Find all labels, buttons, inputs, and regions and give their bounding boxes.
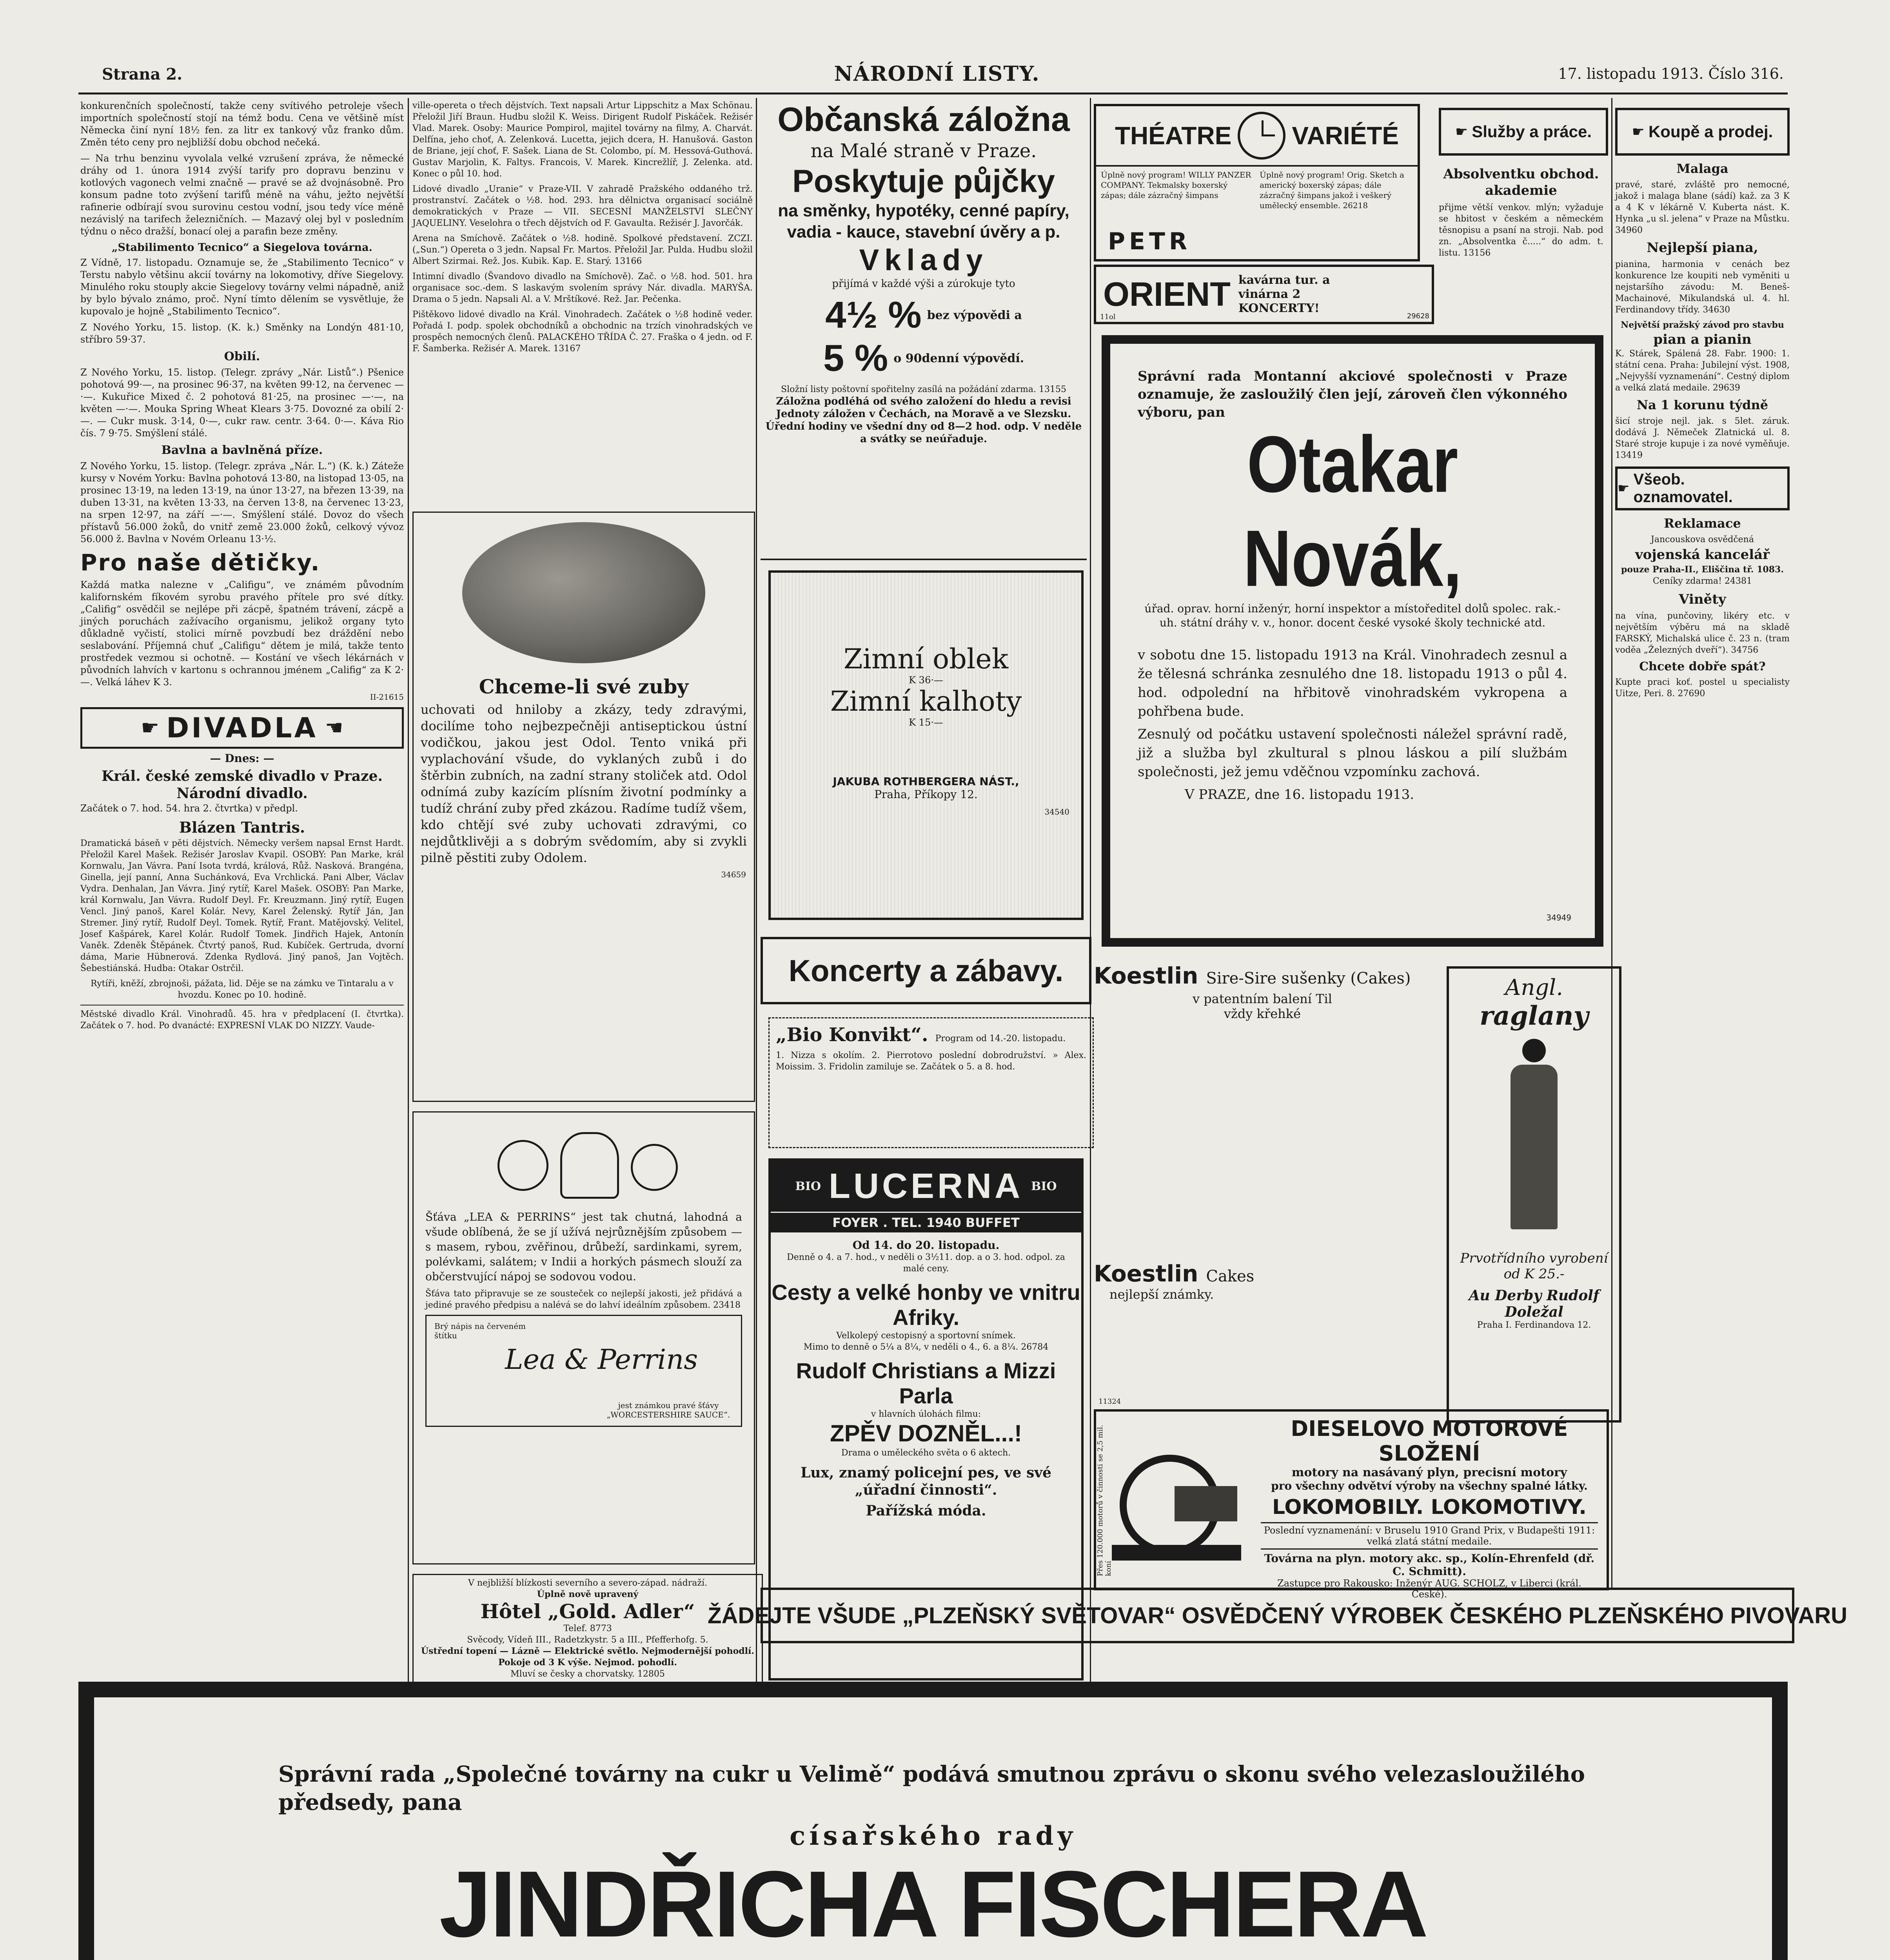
raglan-firm: Au Derby Rudolf Doležal	[1469, 1287, 1600, 1320]
diesel-ad	[1094, 1397, 1609, 1600]
koestlin-line: v patentním balení Til	[1193, 991, 1332, 1006]
theatre-label: THÉATRE	[1115, 122, 1232, 150]
header-right: 17. listopadu 1913. Číslo 316.	[1558, 65, 1784, 82]
rate-text: o 90denní výpovědí.	[893, 351, 1024, 365]
header-rule	[78, 93, 1788, 94]
hand-icon: ☛	[1618, 481, 1630, 496]
odol-image	[462, 522, 705, 663]
column-rule	[756, 98, 757, 1686]
lea-sub: jest známkou pravé šťávy „WORCESTERSHIRE SAUCE“.	[606, 1401, 730, 1419]
lucerna-dates: Od 14. do 20. listopadu.	[852, 1239, 1000, 1252]
column-4	[1094, 100, 1608, 1600]
diesel-line: motory na nasávaný plyn, precisní motory	[1291, 1466, 1567, 1479]
diesel-line: Zastupce pro Rakousko: Inženýr AUG. SCHOLZ, v Liberci (král. České).	[1277, 1578, 1581, 1600]
dnes-label: — Dnes: —	[210, 752, 274, 765]
notice-intro: Správní rada „Společné továrny na cukr u Velimě“ podává smutnou zprávu o skonu svého velezasloužilého předsedy, pana	[278, 1761, 1585, 1815]
film-title: Cesty a velké honby ve vnitru Afriky.	[772, 1280, 1080, 1330]
column-2	[412, 100, 753, 1684]
ad-heading: Pro naše dětičky.	[80, 549, 321, 576]
sluzby-banner	[1439, 108, 1608, 156]
lea-text: Šťáva „LEA & PERRINS“ jest tak chutná, lahodná a všude oblíbená, že se jí užívá nejrůznějším způsobem — s masem, rybou, zvěřinou, drůbeží, sardinkami, syrem, polévkami, salátem; v Indii a horkých pásmech slouží za občerstvující nápoj se sodovou vodou.	[425, 1210, 742, 1283]
article-heading: Bavlna a bavlněná příze.	[161, 443, 323, 457]
zalozna-deposits: Vklady	[859, 243, 988, 277]
header-left: Strana 2.	[102, 65, 183, 83]
ad-number: 11324	[1098, 1397, 1121, 1406]
rate-value: 4½ %	[825, 294, 922, 336]
orient-subtitle: kavárna tur. a vinárna 2 KONCERTY!	[1238, 273, 1330, 315]
ad-id: 11ol	[1100, 313, 1116, 321]
notice-text: Zesnulý od počátku ustavení společnosti náležel správní radě, již a služba byl zkultural s plnou láskou a pilí službám společnosti, jež jemu vděčnou vzpomínku zachová.	[1138, 726, 1567, 780]
listing-title: Chcete dobře spát?	[1639, 660, 1766, 673]
theatre-start: Začátek o 7. hod. 54. hra 2. čtvrtka) v předpl.	[80, 803, 298, 814]
film-actors: Rudolf Christians a Mizzi Parla	[796, 1358, 1056, 1408]
koupe-title: Koupě a prodej.	[1648, 122, 1773, 141]
hotel-location: V nejbližší blízkosti severního a severo-západ. nádraží.	[468, 1578, 707, 1588]
theatre-listing: Arena na Smíchově. Začátek o ½8. hodině. Spolkové představení. ZCZI. („Sun.“) Opereta o 3 jedn. Napsal Fr. Martos. Přeložil Jar. Pulda. Hudbu složil Albert Szirmai. Rež. Jos. Kubik. Kap. E. Starý. 13166	[412, 234, 753, 266]
orient-name: ORIENT	[1103, 275, 1231, 313]
fischer-notice	[78, 1682, 1788, 1960]
plzen-banner	[708, 1588, 1847, 1643]
lea-illustration	[474, 1124, 694, 1203]
column-rule	[408, 98, 409, 1686]
article-paragraph: Z Nového Yorku, 15. listop. (Telegr. zpráva „Nár. L.“) (K. k.) Záteže kursy v Novém Yorku: Bavlna pohotová 13·80, na listopad 13·05, na prosinec 13·19, na leden 13·19, na únor 13·27, na březen 13·39, na duben 13·31, na květen 13·33, na červen 13·8, na červenec 13·23, na srpen 12·97, na září —·—. Smýšlení stálé. Dovoz do všech přístavů 56.000 žoků, do vnitř země 23.000 žoků, celkový vývoz 56.000 ž. Bavlna v Novém Orleanu 13·½.	[80, 461, 404, 544]
odol-text: uchovati od hniloby a zkázy, tedy zdravými, docilíme toho nejbezpečněji antiseptickou ústní vodičkou, jakou jest Odol. Tento vniká při vyplachování všude, do vyklaných zubů i do štěrbin zubních, na zadní strany stoliček atd. Odol odnímá zuby kazícím plísním životní podmínky a tudíž chrání zuby před zkázou. Radíme tudíž všem, kdo chtějí své zuby uchovati zdravými, co nejdůtklivěji a s dobrým svědomím, aby si zvykli pilně pěstiti zuby Odolem.	[421, 702, 747, 865]
koestlin-product: Cakes	[1206, 1267, 1255, 1285]
column-5	[1615, 100, 1790, 1590]
hotel-phone: Telef. 8773	[563, 1624, 612, 1633]
diesel-line: Poslední vyznamenání: v Bruselu 1910 Grand Prix, v Budapešti 1911: velká zlatá státní medaile.	[1261, 1522, 1598, 1550]
listing-text: Ceníky zdarma! 24381	[1653, 576, 1752, 586]
program-text: Úplně nový program! WILLY PANZER COMPANY. Tekmalsky boxerský zápas; dále zázračný šimpans	[1101, 170, 1251, 200]
listing-title: Reklamace	[1664, 516, 1741, 531]
film-subtitle: v hlavních úlohách filmu:	[871, 1409, 981, 1419]
program-text: Úplně nový program! Orig. Sketch a americký boxerský zápas; dále zázračný šimpans jakož i veškerý umělecký ensemble. 26218	[1260, 170, 1404, 210]
zalozna-loans: Poskytuje půjčky	[792, 163, 1055, 199]
koestlin-brand: Koestlin	[1094, 962, 1198, 989]
hand-icon: ☛	[1632, 123, 1645, 140]
notice-titles: úřad. oprav. horní inženýr, horní inspektor a místoředitel dolů spolec. rak.-uh. státní dráhy v. v., honor. docent české vysoké školy technické atd.	[1144, 602, 1561, 629]
rate-value: 5 %	[823, 337, 888, 379]
diesel-line: pro všechny odvětví výroby na všechny spalné látky.	[1271, 1479, 1588, 1492]
raglan-address: Praha I. Ferdinandova 12.	[1477, 1320, 1591, 1330]
theatre-listing: Lidové divadlo „Uranie“ v Praze-VII. V zahradě Pražského oddaného trž. prostranství. Začátek o ½8. hod. 293. hra dělnictva organisací sociálně demokratických v Praze — VII. SECESNÍ MANŽELSTVÍ SLEČNY JAQUELINY. Veselohra o třech dějstvích od F. Gavaulta. Režisér J. Javorčák.	[412, 184, 753, 228]
listing-text: na vína, punčoviny, likéry etc. v největším výběru má na skladě FARSKÝ, Michalská ulice č. 23 n. (tram voděa „Železných dveří“). 34756	[1615, 611, 1790, 655]
ad-number: 29628	[1407, 312, 1429, 320]
hotel-renovated: Úplně nově upravený	[537, 1589, 639, 1599]
article-heading: Obilí.	[224, 350, 260, 363]
raglan-ad	[1447, 966, 1621, 1423]
zalozna-deposit-text: přijímá v každé výši a zúrokuje tyto	[832, 278, 1015, 290]
lucerna-times: Denně o 4. a 7. hod., v neděli o 3½11. dop. a o 3. hod. odpol. za malé ceny.	[787, 1252, 1065, 1274]
oznamovatel-title: Všeob. oznamovatel.	[1633, 471, 1733, 506]
listing-text: pravé, staré, zvláště pro nemocné, jakož i malaga blane (sádí) kaž. za 3 K a 4 K v lékárně V. Kuberta nást. K. Hynka „u sl. jelena“ v Praze na Můstku. 34960	[1615, 180, 1790, 235]
market-note: Z Nového Yorku, 15. listop. (K. k.) Směnky na Londýn 481·10, stříbro 59·37.	[80, 322, 404, 345]
lea-caption: Brý nápis na červeném štítku	[434, 1321, 526, 1340]
theatre-listing: Pištěkovo lidové divadlo na Král. Vinohradech. Začátek o ½8 hodině veder. Pořadá I. podp. spolek obchodníků a obchodnic na trzích vinohradských ve prospěch nemocných členů. PALACKÉHO TŘÍDA Č. 27. Fraška o 4 jedn. od F. F. Šamberka. Režisér A. Marek. 13167	[412, 310, 753, 354]
listing-text: Jancouskova osvědčená	[1651, 535, 1754, 544]
notice-text: v sobotu dne 15. listopadu 1913 na Král. Vinohradech zesnul a že tělesná schránka zesnulého dne 18. listopadu 1913 o půl 4. hod. odpolední na hřbitově vinohradském vykropena a pohřbena bude.	[1138, 647, 1567, 719]
play-title: Blázen Tantris.	[179, 818, 305, 836]
raglan-price: Prvotřídního vyrobení od K 25.-	[1460, 1250, 1608, 1282]
theatre-listing: Intimní divadlo (Švandovo divadlo na Smíchově). Zač. o ½8. hod. 501. hra organisace soc.-dem. S laskavým svolením správy Nár. divadla. MARYŠA. Drama o 5 jedn. Napsali Al. a V. Mrštíkové. Rež. Jar. Pečenka.	[412, 272, 753, 304]
koestlin-ad	[1094, 962, 1431, 1401]
divadla-title: DIVADLA	[166, 712, 318, 744]
cinema-program: Program od 14.-20. listopadu.	[935, 1034, 1066, 1044]
listing-head: Největší pražský závod pro stavbu	[1621, 320, 1784, 330]
listing-title: pian a pianin	[1653, 332, 1752, 347]
diesel-line: Továrna na plyn. motory akc. sp., Kolín-Ehrenfeld (dř. C. Schmitt).	[1264, 1552, 1595, 1578]
odol-ad	[412, 512, 755, 1102]
raglan-figure	[1495, 1039, 1573, 1243]
page-header	[78, 62, 1796, 89]
listing-text: pouze Praha-II., Eliščina tř. 1083.	[1621, 564, 1784, 575]
listing-text: šicí stroje nejl. jak. s 5let. záruk. dodává J. Němeček Zlatnická ul. 8. Staré stroje kupuje i za nové vyměňuje. 13419	[1615, 416, 1790, 460]
lea-label	[425, 1315, 742, 1427]
film-title: ZPĚV DOZNĚL...!	[830, 1420, 1022, 1446]
zalozna-rates	[761, 294, 1087, 380]
zalozna-place: na Malé straně v Praze.	[810, 140, 1037, 162]
novak-notice	[1102, 335, 1603, 947]
film-title: Lux, znamý policejní pes, ve své „úřadní činnosti“.	[800, 1465, 1052, 1498]
column-1	[80, 100, 404, 1684]
theatre-listing: ville-opereta o třech dějstvích. Text napsali Artur Lippschitz a Max Schönau. Přeložil Jiří Braun. Hudbu složil K. Weiss. Dirigent Rudolf Piskáček. Režisér Vlad. Marek. Osoby: Maurice Pompirol, majitel továrny na filmy, A. Charvát. Delfína, jeho choť, A. Zelenková. Lucetta, jejich dcera, H. Hanušová. Gaston de Briane, její choť, F. Sašek. Liana de St. Colombo, pí. M. Hessová-Guthová. Gustav Marjolin, K. Faltys. Francois, V. Marek. Kincrežlíř, J. Zelenka. atd. Konec o půl 10. hod.	[412, 101, 753, 179]
theatre-listing: Městské divadlo Král. Vinohradů. 45. hra v předplacení (I. čtvrtka). Začátek o 7. hod. Po dvanácté: EXPRESNÍ VLAK DO NIZZY. Vaude-	[80, 1009, 404, 1031]
diesel-engine	[1112, 1427, 1245, 1568]
ad-number: 34659	[721, 870, 746, 879]
article-paragraph: Z Nového Yorku, 15. listop. (Telegr. zprávy „Nár. Listů“.) Pšenice pohotová 99·—, na prosinec 96·37, na květen 99·12, na červenec —·—. Kukuřice Mixed č. 2 pohotová 81·25, na prosinec —·—, na květen —·—. Mouka Spring Wheat Klears 3·75. Dovozné za obilí 2·—. — Cukr musk. 3·14, 0·—, cukr raw. centr. 3·64. 0·—. Káva Rio čís. 7 9·75. Smýšlení stálé.	[80, 367, 404, 439]
koestlin-product: Sire-Sire sušenky (Cakes)	[1206, 969, 1411, 987]
lucerna-bar: FOYER . TEL. 1940 BUFFET	[771, 1212, 1081, 1232]
ad-text: Každá matka nalezne v „Califigu“, ve známém původním kalifornském fíkovém syrobu pravého přítele pro své dítky. „Califig“ osvědčil se nejlépe při zácpě, špatném trávení, zácpě a jiných poruchách zažívacího organismu, jelikož organy tyto důkladně vyčistí, stolici mírně povzbudí bez dráždění nebo seslabování. Příjemná chuť „Califigu“ dětem je milá, takže tento prostředek vezmou si ochotně. — Kostání ve všech lékárnách v původních lahvích v kartonu s ochrannou jménem „Califig“ za K 2·—. Velká láhev K 3.	[80, 579, 404, 688]
koncerty-title: Koncerty a zábavy.	[788, 953, 1064, 988]
film-subtitle: Drama o uměleckého světa o 6 aktech.	[841, 1448, 1011, 1458]
notice-title: císařského rady	[790, 1820, 1077, 1851]
ad-number: 34949	[1546, 913, 1571, 922]
zalozna-name: Občanská záložna	[777, 101, 1070, 138]
zalozna-hours: Úřední hodiny ve všední dny od 8—2 hod. odp. V neděle a svátky se neúřaduje.	[765, 421, 1082, 445]
hotel-languages: Mluví se česky a chorvatsky. 12805	[510, 1669, 665, 1679]
koestlin-line: vždy křehké	[1224, 1006, 1301, 1021]
diesel-title-2: LOKOMOBILY. LOKOMOTIVY.	[1272, 1495, 1587, 1519]
film-title: Pařížská móda.	[866, 1503, 986, 1519]
lucerna-header	[771, 1161, 1081, 1212]
plzen-text: ŽÁDEJTE VŠUDE „PLZEŇSKÝ SVĚTOVAR“ OSVĚDČENÝ VÝROBEK ČESKÉHO PLZEŇSKÉHO PIVOVARU	[708, 1602, 1847, 1628]
diesel-title: DIESELOVO MOTOROVÉ SLOŽENÍ	[1291, 1416, 1568, 1466]
listing-title: Malaga	[1676, 161, 1728, 176]
article-paragraph: konkurenčních společností, takže ceny svítivého petroleje všech importních společností stojí na témž bodu. Cena ve většině míst Německa činí nyní 18½ fen. za litr ex tankový vůz franko dům. Změn této ceny pro nejbližší dobu obchod nečeká.	[80, 100, 404, 148]
hand-icon: ☛	[1455, 123, 1468, 140]
product-price: K 36·—	[909, 675, 943, 686]
koupe-banner	[1615, 108, 1790, 156]
ad-number: 34540	[1044, 807, 1069, 817]
koestlin-brand: Koestlin	[1094, 1260, 1198, 1287]
zalozna-note: Složní listy poštovní spořitelny zasílá na požádání zdarma. 13155	[781, 385, 1066, 394]
listing-title: Viněty	[1679, 592, 1726, 607]
diesel-side-text: Přes 120.000 motorů v činnosti se 2,5 mil. koní	[1096, 1425, 1113, 1576]
ad-number: II-21615	[370, 692, 404, 702]
variete-ad	[1094, 104, 1420, 261]
article-heading: „Stabilimento Tecnico“ a Siegelova továrna.	[112, 241, 372, 254]
play-end: Rytíři, kněží, zbrojnoši, pážata, lid. Děje se na zámku ve Tintaralu a v hvozdu. Konec po 10. hodině.	[91, 979, 394, 1000]
firm-name: JAKUBA ROTHBERGERA NÁST.,	[833, 775, 1019, 788]
zalozna-note: Záložna podléhá od svého založení do hledu a revisi Jednoty záložen v Čechách, na Moravě a ve Slezsku.	[776, 396, 1071, 420]
divider	[761, 559, 1087, 560]
notice-name: Otakar Novák,	[1243, 420, 1462, 603]
hotel-ad	[412, 1574, 763, 1687]
orient-ad	[1094, 265, 1434, 324]
theatre-subtitle: Národní divadlo.	[176, 785, 308, 802]
odol-heading: Chceme-li své zuby	[479, 675, 689, 698]
koestlin-line: nejlepší známky.	[1109, 1287, 1214, 1302]
article-paragraph: Z Vídně, 17. listopadu. Oznamuje se, že „Stabilimento Tecnico“ v Terstu nabylo většinu akcií továrny na lokomotivy, dříve Siegelovy. Minulého roku stouply akcie Siegelovy továrny velmi nápadně, aniž by bylo bývalo známo, proč. Nyní tímto dělením se vysvětluje, že kupovalo je hojně „Stabilimento Tecnico“.	[80, 257, 404, 317]
zalozna-loan-types: na směnky, hypotéky, cenné papíry, vadia - kauce, stavební úvěry a p.	[778, 201, 1069, 241]
variete-label: VARIÉTÉ	[1292, 122, 1399, 150]
notice-intro: Správní rada Montanní akciové společnosti v Praze oznamuje, že zasloužilý člen její, zároveň člen výkonného výboru, pan	[1138, 368, 1567, 420]
notice-place: V PRAZE, dne 16. listopadu 1913.	[1185, 787, 1414, 802]
clock-icon	[1238, 112, 1285, 160]
hotel-address: Svěcody, Vídeň III., Radetzkystr. 5 a III., Pfefferhofg. 5.	[467, 1635, 708, 1645]
cinema-listing: 1. Nizza s okolím. 2. Pierrotovo poslední dobrodružství. » Alex. Moissim. 3. Fridolin zamiluje se. Začátek o 5. a 8. hod.	[776, 1051, 1086, 1072]
listing-text: Kupte praci koť. postel u specialisty Uitze, Peri. 8. 27690	[1615, 677, 1790, 699]
column-rule	[1090, 98, 1091, 1686]
theatre-title: Král. české zemské divadlo v Praze.	[101, 768, 383, 784]
listing-title: vojenská kancelář	[1635, 547, 1770, 563]
koncerty-banner	[761, 937, 1091, 1004]
variete-header	[1096, 106, 1418, 167]
sluzby-listing	[1439, 163, 1603, 312]
article-paragraph: — Na trhu benzinu vyvolala velké vzrušení zpráva, že německé dráhy od 1. února 1914 zvýší tarify pro dopravu benzinu v kotlových vagonech velmi značně — pravé se až dvojnásobně. Pro konsum padne toto zvýšení tarifů méně na váhu, ježto největší rafinerie odbírají svou surovinu cestou vodní, jsou tedy více méně nezávislý na tarifech železničních. — Mazavý olej byl v posledním týdnu o něco dražší, bonací olej a parafin beze změny.	[80, 153, 404, 237]
petr-label: PETR	[1108, 228, 1191, 255]
film-times: Mimo to denně o 5¼ a 8¼, v neděli o 4., 6. a 8¼. 26784	[803, 1342, 1049, 1352]
listing-text: přijme větší venkov. mlýn; vyžaduje se hbitost v českém a německém těsnopisu a psaní na stroji. Nab. pod zn. „Absolventka č.....“ do adm. t. listu. 13156	[1439, 203, 1603, 258]
listing-text: K. Stárek, Spálená 28. Fabr. 1900: 1. státní cena. Praha: Jubilejní výst. 1908, „Nejvyšší vyznamenání“. Cestný diplom a velká zlatá medaile. 29639	[1615, 349, 1790, 393]
lea-perrins-ad	[412, 1111, 755, 1564]
product-price: K 15·—	[909, 717, 943, 728]
listing-text: pianina, harmonia v cenách bez konkurence lze koupiti neb vyměniti u nejstaršího závodu: M. Beneš-Machainové, Mikulandská ul. 4. hl. Ferdinandovy třídy. 34630	[1615, 260, 1790, 315]
listing-title: Na 1 korunu týdně	[1636, 397, 1768, 412]
zalozna-ad	[761, 100, 1087, 551]
hotel-amenities: Ústřední topení — Lázně — Elektrické světlo. Nejmodernější pohodlí. Pokoje od 3 K výše. Nejmod. pohodlí.	[421, 1646, 755, 1668]
listing-title: Nejlepší piana,	[1647, 240, 1758, 256]
product-name: Zimní kalhoty	[830, 685, 1022, 717]
film-subtitle: Velkolepý cestopisný a sportovní snímek.	[836, 1331, 1016, 1341]
sluzby-title: Služby a práce.	[1472, 122, 1592, 141]
raglan-heading: raglany	[1480, 1000, 1589, 1031]
lucerna-name: LUCERNA	[829, 1166, 1023, 1206]
bio-konvikt-ad	[768, 1017, 1094, 1148]
rate-text: bez výpovědi a	[927, 308, 1022, 322]
oznamovatel-banner	[1615, 466, 1790, 510]
product-name: Zimní oblek	[843, 643, 1009, 675]
column-3	[761, 100, 1087, 1684]
lucerna-bio: BIO	[1031, 1179, 1057, 1193]
notice-name: JINDŘICHA FISCHERA	[439, 1851, 1427, 1956]
lea-signature: Lea & Perrins	[505, 1343, 698, 1376]
lucerna-bio: BIO	[795, 1179, 821, 1193]
cinema-name: „Bio Konvikt“.	[776, 1024, 928, 1046]
listing-title: Absolventku obchod. akademie	[1443, 166, 1599, 198]
rothberger-ad	[768, 570, 1084, 920]
header-title: NÁRODNÍ LISTY.	[834, 62, 1040, 86]
raglan-heading: Angl.	[1505, 975, 1563, 1000]
hotel-name: Hôtel „Gold. Adler“	[480, 1600, 695, 1623]
firm-address: Praha, Příkopy 12.	[874, 788, 978, 801]
divadla-banner	[80, 707, 404, 749]
play-cast: Dramatická báseň v pěti dějstvích. Německy veršem napsal Ernst Hardt. Přeložil Karel Mašek. Režisér Jaroslav Kvapil. OSOBY: Pan Marke, král Kornwalu, Jan Vávra. Paní Isota tvrdá, králová, Růž. Nasková. Brangéna, Ginella, její panní, Anna Suchánková, Eva Vrchlická. Pani Alber, Václav Vydra. Denhalan, Jan Vávra. Jiný rytíř, Karel Mašek. OSOBY: Pan Marke, král Kornwalu, Jan Vávra. Rudolf Deyl. Fr. Kreuzmann. Jiný rytíř, Eugen Vencl. Jiný panoš, Karel Kolár. Nevy, Karel Želenský. Rytíř Ján, Jan Stremer. Jiný rytíř, Rudolf Deyl. Tomek. Rytíř, Frant. Matějovský. Velitel, Josef Kašpárek, Karel Kolár. Rudolf Tomek. Jindřich Hajek, Antonín Vaněk. Zdeněk Štěpánek. Čtvrtý panoš, Rud. Kubíček. Gertruda, dvorní dáma, Marie Hübnerová. Zdenka Rydlová. Jiný panoš, Jan Vojtěch. Šebestiánská. Hudba: Otakar Ostrčil.	[80, 838, 404, 973]
hand-icon: ☚	[325, 716, 343, 740]
lea-text-2: Šťáva tato připravuje se ze sousteček co nejlepší jakosti, jež přidává a jediné pravého předpisu a nalévá se do lahví ideálním způsobem. 23418	[425, 1289, 742, 1310]
hand-icon: ☛	[141, 716, 160, 740]
